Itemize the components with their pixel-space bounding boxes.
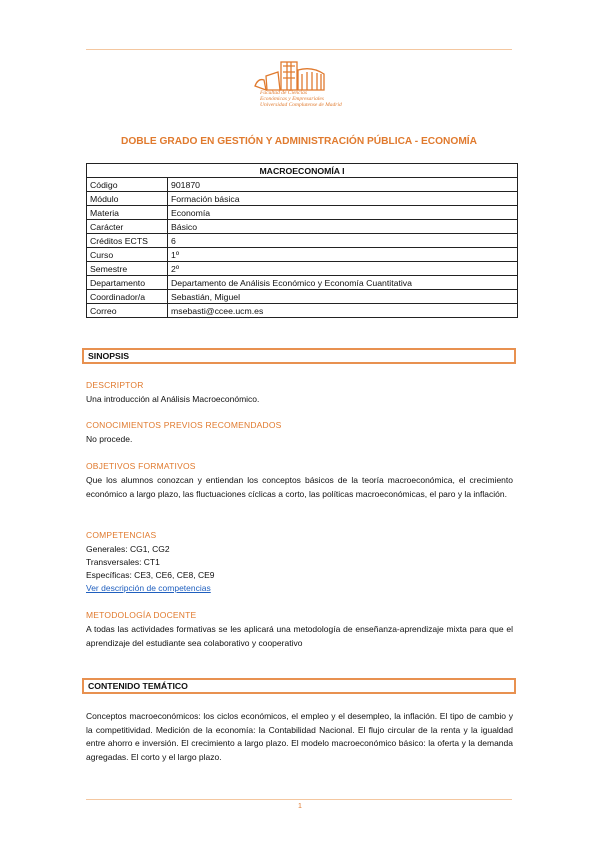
metodologia-title: METODOLOGÍA DOCENTE [86, 610, 197, 620]
competencias-title: COMPETENCIAS [86, 530, 157, 540]
header-rule [86, 49, 512, 50]
table-row: Semestre 2º [87, 262, 518, 276]
prev-knowledge-title: CONOCIMIENTOS PREVIOS RECOMENDADOS [86, 420, 282, 430]
course-info-table [86, 163, 518, 318]
course-title: MACROECONOMÍA I [87, 164, 518, 178]
competencias-link[interactable]: Ver descripción de competencias [86, 583, 211, 593]
table-row: Departamento Departamento de Análisis Económico y Economía Cuantitativa [87, 276, 518, 290]
competencias-especificas: Específicas: CE3, CE6, CE8, CE9 [86, 570, 215, 580]
contenido-text: Conceptos macroeconómicos: los ciclos económicos, el empleo y el desempleo, la inflación. El tipo de cambio y la competitividad. Medición de la economía: la Contabilidad Nacional. El flujo circular de la renta y la igualdad entre ahorro e inversión. El crecimiento a largo plazo. El modelo macroeconómico básico: la oferta y la demanda agregadas. El corto y el largo plazo. [86, 711, 513, 762]
page-number: 1 [298, 803, 302, 810]
table-row: Código 901870 [87, 178, 518, 192]
objectives-title: OBJETIVOS FORMATIVOS [86, 461, 196, 471]
competencias-link-row [86, 582, 513, 595]
table-row: Carácter Básico [87, 220, 518, 234]
table-row: Correo msebasti@ccee.ucm.es [87, 304, 518, 318]
objectives-text: Que los alumnos conozcan y entiendan los conceptos básicos de la teoría macroeconómica, el crecimiento económico a largo plazo, las fluctuaciones cíclicas a corto, las políticas macroeconómicas, el paro y la inflación. [86, 475, 513, 499]
table-row: Créditos ECTS 6 [87, 234, 518, 248]
faculty-logo-text: Facultad de Ciencias Económicas y Empresariales Universidad Complutense de Madrid [260, 90, 342, 108]
footer-rule [86, 799, 512, 800]
contenido-heading: CONTENIDO TEMÁTICO [82, 678, 516, 694]
metodologia-text: A todas las actividades formativas se les aplicará una metodología de enseñanza-aprendizaje mixta para que el aprendizaje del estudiante sea colaborativo y cooperativo [86, 624, 513, 648]
descriptor-text: Una introducción al Análisis Macroeconómico. [86, 394, 260, 404]
table-row: Materia Economía [87, 206, 518, 220]
competencias-generales: Generales: CG1, CG2 [86, 544, 170, 554]
table-row: Coordinador/a Sebastián, Miguel [87, 290, 518, 304]
table-row: Módulo Formación básica [87, 192, 518, 206]
sinopsis-heading: SINOPSIS [82, 348, 516, 364]
degree-title: DOBLE GRADO EN GESTIÓN Y ADMINISTRACIÓN PÚBLICA - ECONOMÍA [120, 136, 477, 147]
competencias-transversales: Transversales: CT1 [86, 557, 160, 567]
prev-knowledge-text: No procede. [86, 434, 133, 444]
table-row: Curso 1º [87, 248, 518, 262]
descriptor-title: DESCRIPTOR [86, 380, 144, 390]
